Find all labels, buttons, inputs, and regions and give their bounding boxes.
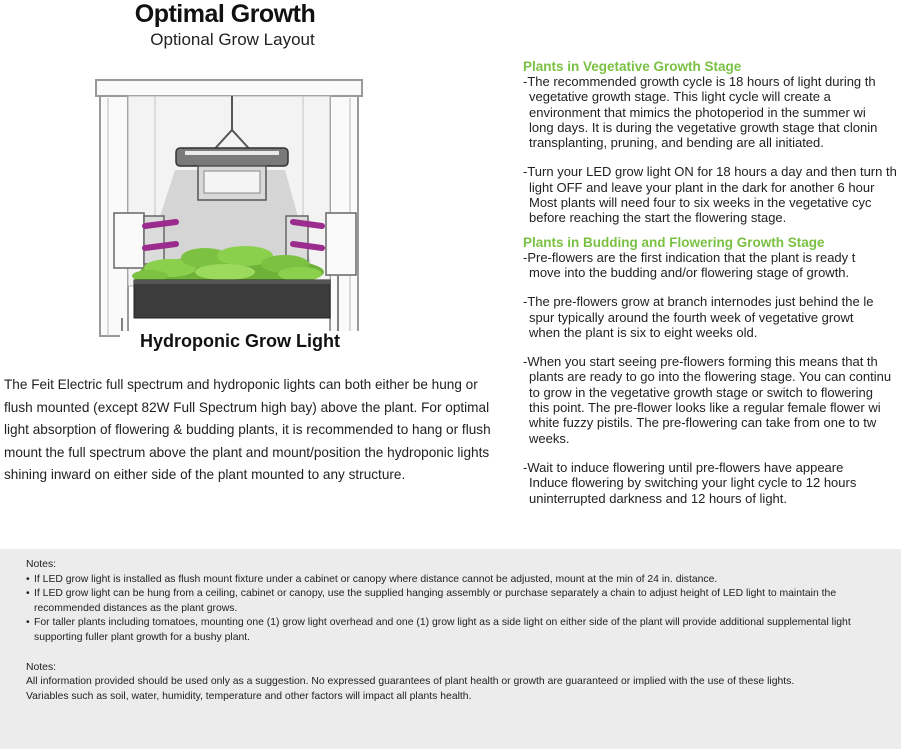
text-line: transplanting, pruning, and bending are all initiated.: [529, 135, 824, 151]
disclaimer-line: Variables such as soil, water, humidity, temperature and other factors will impact all plants health.: [26, 690, 472, 702]
text-block: [523, 250, 901, 281]
text-block: [523, 294, 901, 340]
text-block: [523, 164, 901, 225]
note-line: If LED grow light is installed as flush mount fixture under a cabinet or canopy where distance cannot be adjusted, mount at the min of 24 in. distance.: [34, 573, 718, 585]
text-line: plants are ready to go into the flowering stage. You can continu: [529, 369, 892, 385]
text-line: vegetative growth stage. This light cycle will create a: [529, 89, 831, 105]
text-block: [523, 460, 901, 506]
intro-line: light absorption of flowering & budding plants, it is recommended to hang or flush: [4, 422, 491, 437]
disclaimer-line: All information provided should be used only as a suggestion. No expressed guarantees of plant health or growth are guaranteed or implied with the use of these lights.: [26, 676, 795, 688]
text-line: Induce flowering by switching your light cycle to 12 hours: [529, 475, 857, 491]
text-line: long days. It is during the vegetative growth stage that clonin: [529, 119, 878, 135]
intro-paragraph: [4, 374, 500, 487]
intro-line: mount the full spectrum above the plant and mount/position the hydroponic lights: [4, 444, 490, 460]
text-line: -The recommended growth cycle is 18 hours of light during th: [523, 74, 876, 89]
text-line: before reaching the start the flowering stage.: [529, 210, 787, 226]
diagram-label: Hydroponic Grow Light: [120, 331, 360, 352]
text-line: -When you start seeing pre-flowers forming this means that th: [523, 354, 878, 370]
text-line: Most plants will need four to six weeks in the vegetative cyc: [529, 195, 872, 211]
text-line: -Wait to induce flowering until pre-flowers have appeare: [523, 459, 844, 475]
intro-line: flush mounted (except 82W Full Spectrum high bay) above the plant. For optimal: [4, 399, 490, 415]
section-title-vegetative: Plants in Vegetative Growth Stage: [523, 59, 742, 74]
bullet-marker: •: [26, 573, 30, 585]
bullet-marker: •: [26, 617, 30, 629]
text-line: uninterrupted darkness and 12 hours of light.: [529, 490, 788, 506]
text-line: when the plant is six to eight weeks old.: [529, 324, 758, 340]
growth-stage-column: [523, 59, 901, 506]
intro-line: The Feit Electric full spectrum and hydroponic lights can both either be hung or: [4, 377, 478, 392]
note-line: supporting fuller plant growth for a bushy plant.: [34, 631, 251, 643]
text-line: move into the budding and/or flowering stage of growth.: [529, 264, 850, 280]
text-line: this point. The pre-flower looks like a regular female flower wi: [529, 400, 881, 416]
planter-box: [134, 280, 330, 318]
disclaimer-notes: [26, 661, 888, 705]
note-item: [26, 573, 888, 588]
intro-line: shining inward on either side of the plant mounted to any structure.: [4, 467, 406, 482]
section-title-flowering: Plants in Budding and Flowering Growth Stage: [523, 234, 825, 250]
page-title: Optimal Growth: [134, 0, 316, 28]
text-block: [523, 354, 901, 446]
text-line: spur typically around the fourth week of vegetative growt: [529, 309, 854, 325]
bullet-marker: •: [26, 588, 30, 600]
text-line: white fuzzy pistils. The pre-flowering can take from one to tw: [529, 415, 877, 431]
text-line: -Turn your LED grow light ON for 18 hours a day and then turn th: [523, 164, 897, 180]
notes-title: Notes:: [26, 661, 57, 673]
text-block: [523, 74, 901, 150]
frame-top-beam: [96, 80, 362, 96]
note-line: For taller plants including tomatoes, mounting one (1) grow light overhead and one (1) grow light as a side light on either side of the plant will provide additional supplemental light: [34, 617, 851, 629]
note-line: If LED grow light can be hung from a ceiling, cabinet or canopy, use the supplied hanging assembly or purchase separately a chain to adjust height of LED light to maintain the: [34, 588, 837, 600]
text-line: to grow in the vegetative growth stage or switch to flowering: [529, 384, 873, 400]
notes-title: Notes:: [26, 559, 57, 570]
text-line: light OFF and leave your plant in the dark for another 6 hour: [529, 179, 875, 195]
note-line: recommended distances as the plant grows.: [34, 602, 238, 614]
grow-layout-diagram: [0, 58, 370, 358]
text-line: -Pre-flowers are the first indication that the plant is ready t: [523, 249, 856, 265]
text-line: -The pre-flowers grow at branch internodes just behind the le: [523, 294, 874, 310]
note-item: [26, 587, 888, 616]
notes-panel: [0, 549, 901, 749]
text-line: environment that mimics the photoperiod in the summer wi: [529, 104, 866, 120]
page-subtitle: Optional Grow Layout: [150, 30, 315, 49]
note-item: [26, 616, 888, 645]
text-line: weeks.: [529, 430, 570, 446]
